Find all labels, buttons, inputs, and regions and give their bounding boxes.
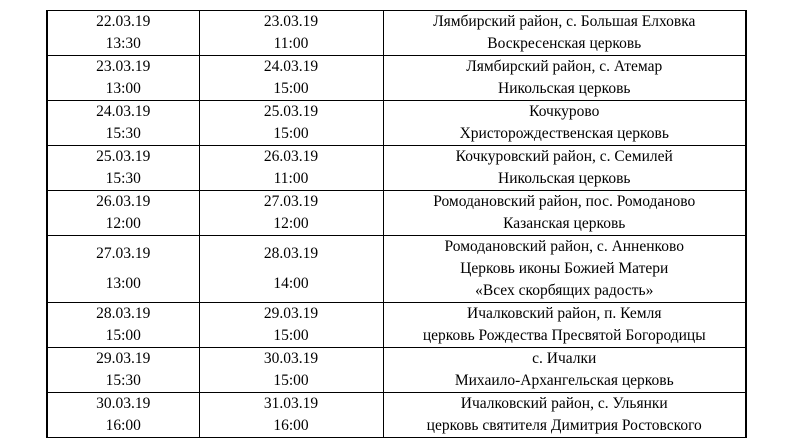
end-date: 27.03.19 [263,193,319,210]
start-date: 27.03.19 [96,245,151,262]
place-line: Ромодановский район, пос. Ромоданово [433,193,696,210]
place-cell [383,191,746,236]
place-line: Никольская церковь [498,170,631,187]
place-line: Ромодановский район, с. Анненково [444,238,684,255]
place-line: Церковь иконы Божией Матери [460,260,669,277]
table-row [47,191,746,236]
place-line: Христорождественская церковь [459,125,669,142]
place-line: Ичалковский район, с. Ульянки [460,395,668,412]
end-time: 16:00 [273,417,309,434]
place-line: Кочкуровский район, с. Семилей [455,148,673,165]
table-row [47,236,746,303]
end-date: 26.03.19 [263,148,319,165]
place-line: Казанская церковь [503,215,626,232]
start-time: 15:30 [105,372,141,389]
end-date: 23.03.19 [263,13,319,30]
start-cell [47,146,199,191]
table-row [47,348,746,393]
end-time: 12:00 [273,215,309,232]
table-row [47,101,746,146]
place-cell [383,303,746,348]
end-date: 29.03.19 [263,305,319,322]
start-cell [47,236,199,303]
place-cell [383,348,746,393]
place-line: Воскресенская церковь [487,35,642,52]
end-time: 11:00 [273,35,309,52]
start-cell [47,303,199,348]
end-time: 15:00 [273,80,309,97]
table-row [47,146,746,191]
place-line: церковь святителя Димитрия Ростовского [426,417,702,434]
end-cell [199,101,383,146]
table-row [47,303,746,348]
start-date: 30.03.19 [96,395,151,412]
place-line: с. Ичалки [532,350,597,367]
end-time: 14:00 [273,275,309,292]
end-time: 15:00 [273,327,309,344]
end-cell [199,236,383,303]
end-cell [199,191,383,236]
place-line: Кочкурово [529,103,600,120]
start-cell [47,11,199,56]
place-line: Михаило-Архангельская церковь [454,372,674,389]
place-cell [383,11,746,56]
end-time: 15:00 [273,125,309,142]
place-cell [383,146,746,191]
end-cell [199,348,383,393]
start-date: 28.03.19 [96,305,151,322]
place-line: Ичалковский район, п. Кемля [467,305,662,322]
place-line: Лямбирский район, с. Атемар [466,58,663,75]
start-date: 29.03.19 [96,350,151,367]
place-cell [383,56,746,101]
start-time: 15:00 [105,327,141,344]
start-cell [47,56,199,101]
place-cell [383,236,746,303]
table-row [47,11,746,56]
start-date: 22.03.19 [96,13,151,30]
end-date: 28.03.19 [263,245,319,262]
start-date: 24.03.19 [96,103,151,120]
start-time: 13:00 [105,275,141,292]
start-date: 26.03.19 [96,193,151,210]
end-time: 11:00 [273,170,309,187]
place-cell [383,101,746,146]
start-date: 25.03.19 [96,148,151,165]
start-time: 13:00 [105,80,141,97]
end-date: 25.03.19 [263,103,319,120]
end-date: 30.03.19 [263,350,319,367]
start-time: 12:00 [105,215,141,232]
schedule-table [46,10,747,438]
start-time: 13:30 [105,35,141,52]
table-row [47,56,746,101]
end-cell [199,303,383,348]
start-time: 15:30 [105,125,141,142]
end-cell [199,146,383,191]
start-time: 16:00 [105,417,141,434]
start-cell [47,348,199,393]
end-cell [199,56,383,101]
end-date: 31.03.19 [263,395,319,412]
start-date: 23.03.19 [96,58,151,75]
start-cell [47,101,199,146]
place-line: Лямбирский район, с. Большая Елховка [433,13,696,30]
start-time: 15:30 [105,170,141,187]
place-line: «Всех скорбящих радость» [475,282,654,299]
place-line: церковь Рождества Пресвятой Богородицы [422,327,706,344]
place-line: Никольская церковь [498,80,631,97]
end-time: 15:00 [273,372,309,389]
start-cell [47,191,199,236]
end-date: 24.03.19 [263,58,319,75]
end-cell [199,11,383,56]
